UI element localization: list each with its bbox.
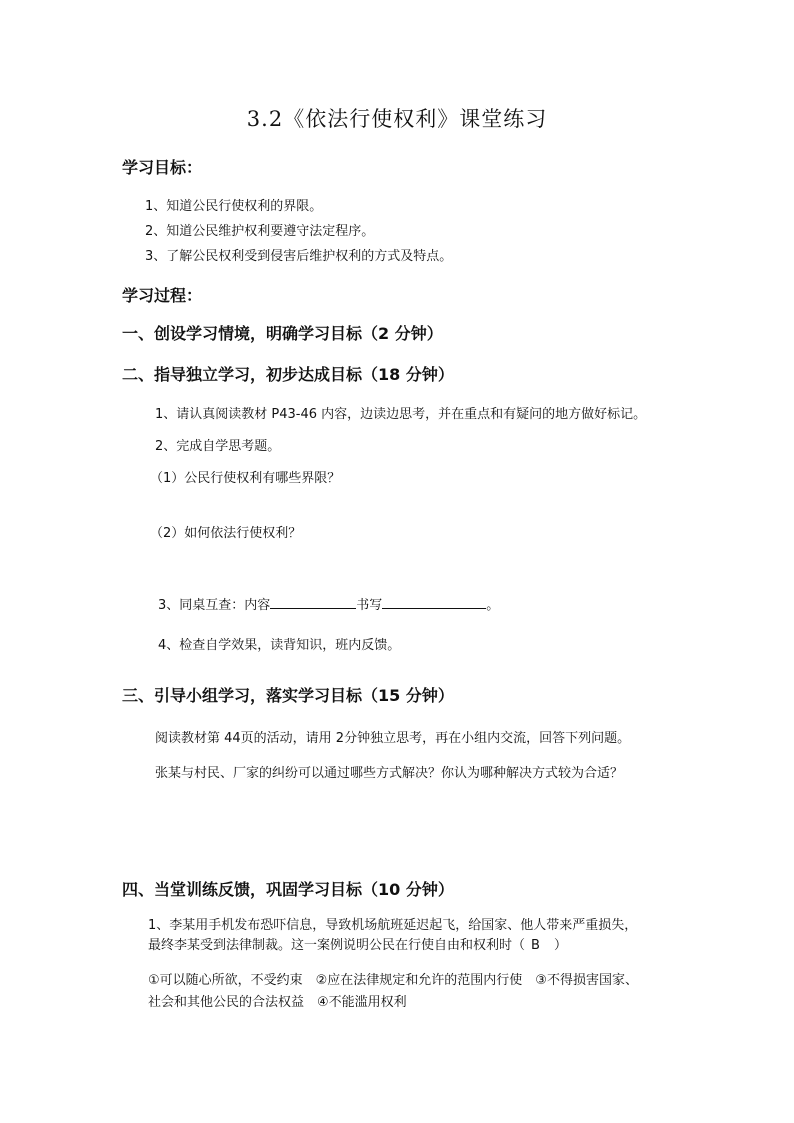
objectives-heading: 学习目标： [122, 158, 203, 177]
peer-check-suffix: 。 [486, 598, 500, 613]
page-title: 3.2《依法行使权利》课堂练习 [246, 107, 548, 131]
question-1-answer: B [531, 938, 540, 953]
section3-paragraph-1: 阅读教材第 44页的活动，请用 2分钟独立思考，再在小组内交流，回答下列问题。 [155, 731, 631, 746]
question-1-options-line-1: ①可以随心所欲，不受约束 ②应在法律规定和允许的范围内行使 ③不得损害国家、 [148, 973, 638, 988]
section4-heading: 四、当堂训练反馈，巩固学习目标（10 分钟） [122, 880, 454, 899]
writing-blank[interactable] [382, 594, 486, 609]
objective-item-1: 1、知道公民行使权利的界限。 [145, 199, 323, 214]
peer-check-prefix: 3、同桌互查：内容 [158, 598, 271, 613]
section2-item-1: 1、请认真阅读教材 P43-46 内容，边读边思考，并在重点和有疑问的地方做好标记。 [155, 407, 647, 422]
section2-item-2: 2、完成自学思考题。 [155, 439, 281, 454]
section2-question-2: （2）如何依法行使权利？ [150, 526, 302, 541]
peer-check-mid: 书写 [356, 598, 383, 613]
objective-item-2: 2、知道公民维护权利要遵守法定程序。 [145, 224, 375, 239]
section2-item-4: 4、检查自学效果，读背知识，班内反馈。 [158, 638, 401, 653]
section1-heading: 一、创设学习情境，明确学习目标（2 分钟） [122, 324, 443, 343]
question-1-line-2 [148, 934, 567, 953]
section3-heading: 三、引导小组学习，落实学习目标（15 分钟） [122, 686, 454, 705]
section3-paragraph-2: 张某与村民、厂家的纠纷可以通过哪些方式解决？你认为哪种解决方式较为合适？ [155, 766, 624, 781]
process-heading: 学习过程： [122, 286, 203, 305]
question-1-close: ） [553, 938, 567, 953]
section2-item-3 [158, 594, 499, 613]
section2-question-1: （1）公民行使权利有哪些界限？ [150, 471, 341, 486]
objective-item-3: 3、了解公民权利受到侵害后维护权利的方式及特点。 [145, 249, 453, 264]
content-blank[interactable] [270, 594, 356, 609]
section2-heading: 二、指导独立学习，初步达成目标（18 分钟） [122, 365, 454, 384]
question-1-options-line-2: 社会和其他公民的合法权益 ④不能滥用权利 [148, 995, 407, 1010]
question-1-line-1: 1、李某用手机发布恐吓信息，导致机场航班延迟起飞，给国家、他人带来严重损失， [148, 918, 638, 933]
question-1-stem: 最终李某受到法律制裁。这一案例说明公民在行使自由和权利时（ [148, 938, 526, 953]
